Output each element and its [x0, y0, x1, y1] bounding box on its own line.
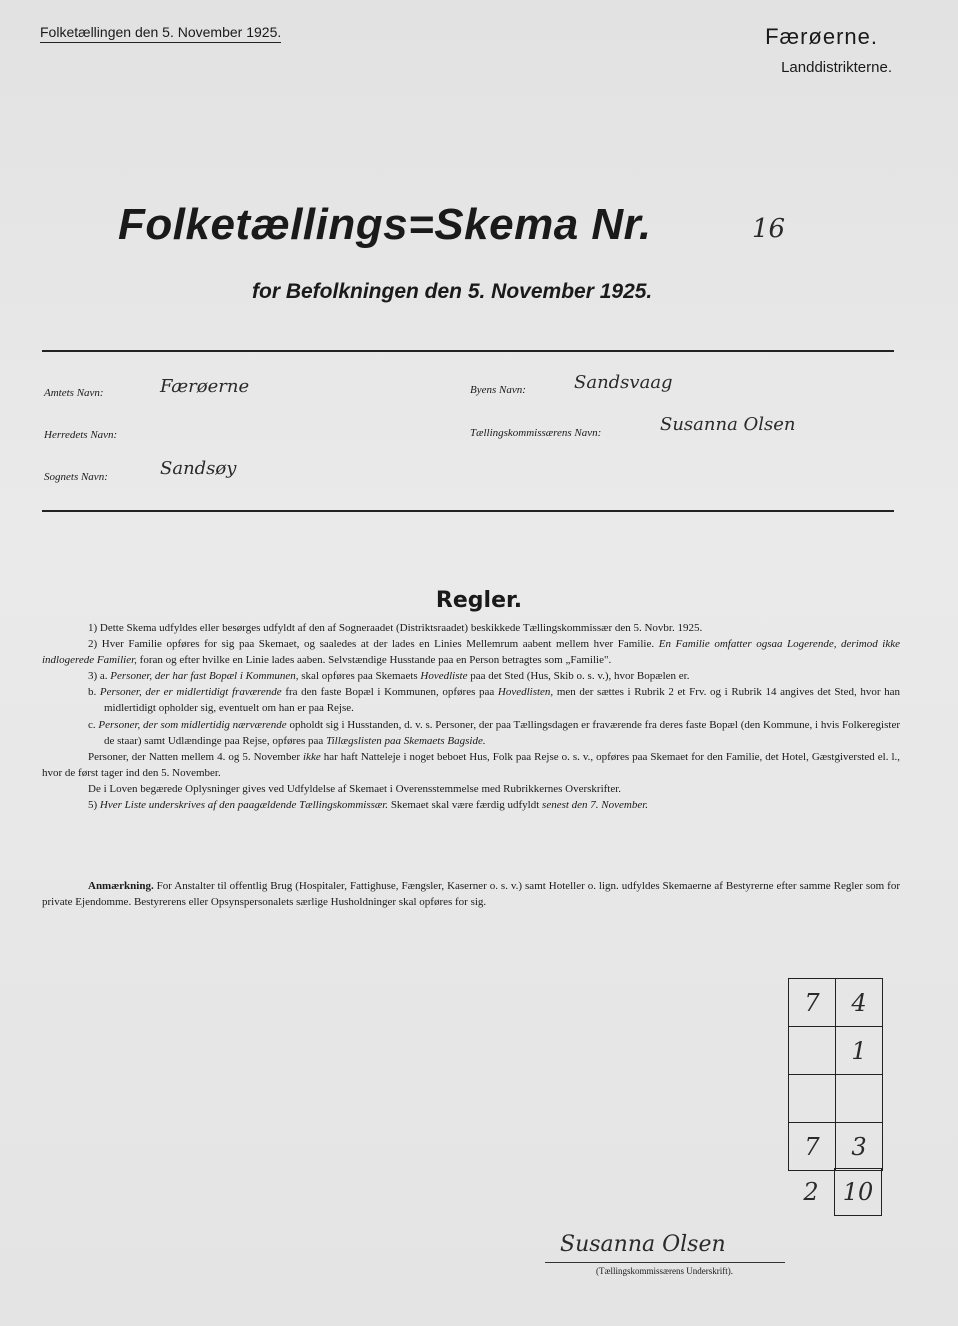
by-value: Sandsvaag [574, 372, 673, 393]
rule-4: Personer, der Natten mellem 4. og 5. November ikke har haft Natteleje i noget beboet Hus, Folk paa Rejse o. s. v., opføres paa Skemaet for den Familie, det Hotel, Gæstgiversted el. l., hvor de først tager ind den 5. November. [42, 750, 901, 779]
signature-line [545, 1262, 785, 1263]
tally-cell [789, 1075, 836, 1123]
tally-cell: 7 [789, 1123, 836, 1171]
note-label: Anmærkning. [88, 880, 154, 892]
tally-cell: 4 [836, 979, 883, 1027]
kommissaer-value: Susanna Olsen [660, 414, 796, 435]
rule-3a: 3) a. Personer, der har fast Bopæl i Kommunen, skal opføres paa Skemaets Hovedliste paa det Sted (Hus, Skib o. s. v.), hvor Bopælen er. [88, 670, 690, 683]
tally-total-row [788, 1168, 882, 1216]
top-rule [42, 350, 894, 352]
form-title: Folketællings=Skema Nr. [118, 200, 652, 249]
region-title: Færøerne. [765, 24, 878, 49]
signature: Susanna Olsen [560, 1232, 726, 1257]
rule-3c: c. Personer, der som midlertidig nærværende opholdt sig i Husstanden, d. v. s. Personer, der paa Tællingsdagen er fraværende fra deres faste Bopæl (den Kommune, i hvis Folkeregister de staar) samt Udlændinge paa Rejse, opføres paa Tillægslisten paa Skemaets Bagside. [88, 718, 900, 747]
tally-cell: 3 [836, 1123, 883, 1171]
tally-cell [836, 1075, 883, 1123]
signature-caption: (Tællingskommissærens Underskrift). [596, 1266, 733, 1276]
tally-total-right: 10 [835, 1169, 882, 1216]
amt-value: Færøerne [160, 376, 250, 397]
form-subtitle: for Befolkningen den 5. November 1925. [252, 280, 653, 303]
rule-2: 2) Hver Familie opføres for sig paa Skemaet, og saaledes at der lades en Linies Mellemrum aabent mellem hver Familie. En Familie omfatter ogsaa Logerende, derimod ikke indlogerede Familier, foran og efter hvilke en Linie lades aaben. Selvstændige Husstande paa en Person betragtes som „Familie". [42, 638, 900, 667]
tally-grid [788, 978, 883, 1171]
district-title: Landdistrikterne. [781, 59, 892, 76]
sogn-value: Sandsøy [160, 458, 237, 479]
tally-cell: 7 [789, 979, 836, 1027]
tally-cell [789, 1027, 836, 1075]
sogn-label: Sognets Navn: [44, 471, 108, 483]
note-paragraph [42, 878, 900, 910]
rule-5: 5) Hver Liste underskrives af den paagældende Tællingskommissær. Skemaet skal være færdig udfyldt senest den 7. November. [88, 799, 649, 812]
amt-label: Amtets Navn: [44, 387, 104, 399]
kommissaer-label: Tællingskommissærens Navn: [470, 427, 602, 439]
tally-cell: 1 [836, 1027, 883, 1075]
herred-label: Herredets Navn: [44, 429, 118, 441]
note-text: For Anstalter til offentlig Brug (Hospitaler, Fattighuse, Fængsler, Kaserner o. s. v.) samt Hoteller o. lign. udfyldes Skemaerne af Bestyrerne efter samme Regler som for private Ejendomme. Bestyrerens eller Opsynspersonalets særlige Husholdninger skal opføres for sig. [42, 880, 901, 908]
bottom-rule [42, 510, 894, 512]
tally-total-left: 2 [803, 1178, 819, 1206]
rule-4-note: De i Loven begærede Oplysninger gives ved Udfyldelse af Skemaet i Overensstemmelse med Rubrikkernes Overskrifter. [88, 782, 622, 795]
form-number: 16 [752, 214, 786, 244]
rule-1: 1) Dette Skema udfyldes eller besørges udfyldt af den af Sogneraadet (Distriktsraadet) beskikkede Tællingskommissær den 5. Novbr. 1925. [88, 622, 703, 634]
rules-text [42, 620, 900, 813]
rules-heading: Regler. [435, 588, 523, 613]
census-date-header: Folketællingen den 5. November 1925. [40, 24, 281, 43]
by-label: Byens Navn: [470, 384, 526, 396]
rule-3b: b. Personer, der er midlertidigt fraværende fra den faste Bopæl i Kommunen, opføres paa Hovedlisten, men der sættes i Rubrik 2 et Frv. og i Rubrik 14 angives det Sted, hvor han midlertidigt opholder sig, eventuelt om han er paa Rejse. [88, 686, 901, 715]
